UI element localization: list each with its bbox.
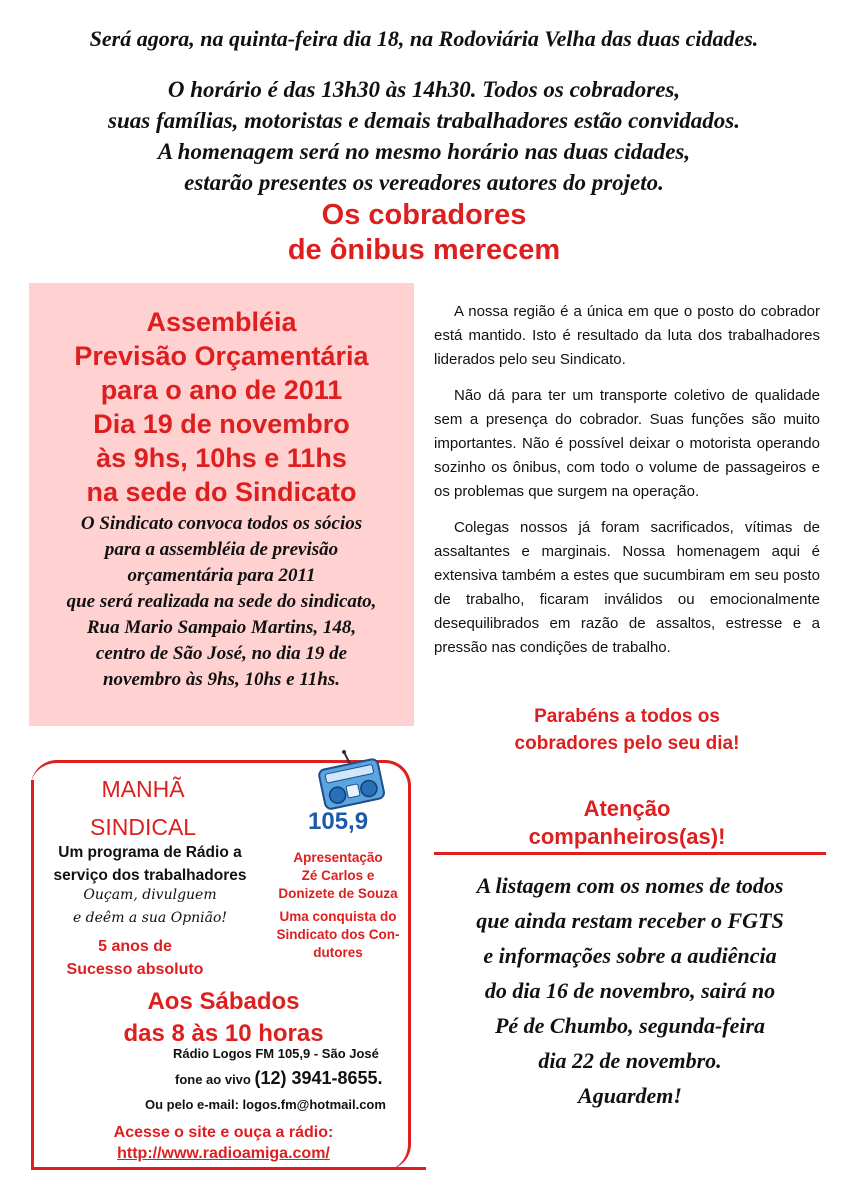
presenters-line: Apresentação [293,850,383,865]
intro-line: suas famílias, motoristas e demais trabalhadores estão convidados. [108,108,740,133]
presenters-line: Zé Carlos e [301,868,375,883]
assembly-body-line: O Sindicato convoca todos os sócios [80,513,363,534]
article-paragraph: Não dá para ter um transporte coletivo de qualidade sem a presença do cobrador. Suas funções são muito importantes. Não é possível deixar o motorista operando sozinho os ônibus, com todo o volume de passageiros e os problemas que surgem na operação. [434,387,820,500]
conquest-line: Uma conquista do [279,909,397,924]
handwritten-note-line: Ouçam, divulguem [83,887,217,903]
article-paragraph: A nossa região é a única em que o posto do cobrador está mantido. Isto é resultado da luta dos trabalhadores liderados pelo seu Sindicato. [434,303,820,368]
fgts-line: que ainda restam receber o FGTS [476,908,784,933]
article-paragraph: Colegas nossos já foram sacrificados, vítimas de assaltantes e marginais. Nossa homenagem aqui é extensiva também a estes que sucumbiram em seu posto de trabalho, ficaram inválidos ou emocionalmente desequilibrados em razão de assaltos, estresse e a pressão nas condições de trabalho. [434,519,820,656]
congrats-line: Parabéns a todos os [534,706,720,727]
handwritten-note [60,884,240,930]
years-success [40,935,230,981]
phone-number[interactable]: (12) 3941-8655. [254,1068,383,1088]
fgts-notice [434,868,826,1113]
assembly-title-line: Dia 19 de novembro [93,409,350,439]
fgts-line: dia 22 de novembro. [538,1048,722,1073]
assembly-body-line: Rua Mario Sampaio Martins, 148, [86,617,357,638]
handwritten-note-line: e deêm a sua Opnião! [72,910,228,926]
assembly-title-line: para o ano de 2011 [100,375,343,405]
assembly-body-line: centro de São José, no dia 19 de [95,643,348,664]
schedule-line: das 8 às 10 horas [123,1020,324,1047]
years-success-line: 5 anos de [98,938,172,955]
conquest-line: Sindicato dos Con- [276,927,400,942]
assembly-title-line: na sede do Sindicato [86,477,357,507]
assembly-title-line: Assembléia [146,307,297,337]
assembly-body-line: que será realizada na sede do sindicato, [66,591,377,612]
intro-line: O horário é das 13h30 às 14h30. Todos os cobradores, [167,77,681,102]
phone-prefix: fone ao vivo [175,1072,255,1087]
years-success-line: Sucesso absoluto [66,961,204,978]
congrats-line: cobradores pelo seu dia! [514,733,740,754]
conquest-text [262,908,414,962]
site-info [36,1122,411,1164]
intro-line: A homenagem será no mesmo horário nas duas cidades, [157,139,691,164]
attention-line: Atenção [583,796,671,821]
program-description-line: serviço dos trabalhadores [53,867,247,884]
assembly-body [29,511,414,693]
site-call: Acesse o site e ouça a rádio: [113,1124,334,1141]
attention-line: companheiros(as)! [528,824,726,849]
congrats-text [434,703,820,757]
assembly-title-line: Previsão Orçamentária [74,341,369,371]
program-description [36,841,264,887]
show-name-line: MANHÃ [101,776,185,802]
fgts-line: A listagem com os nomes de todos [476,873,784,898]
fgts-line: e informações sobre a audiência [483,943,777,968]
attention-divider [434,852,826,855]
headline [0,198,848,268]
radio-box-bottom-border [31,1167,426,1170]
radio-icon [314,750,390,812]
phone-line [175,1068,383,1089]
email-line: Ou pelo e-mail: logos.fm@hotmail.com [145,1097,386,1112]
program-description-line: Um programa de Rádio a [58,844,242,861]
headline-line: de ônibus merecem [287,234,561,266]
fgts-line: do dia 16 de novembro, sairá no [484,978,776,1003]
radio-box-left-border [31,780,34,1170]
schedule [36,986,411,1050]
assembly-box [29,283,414,726]
article [434,300,820,672]
assembly-body-line: novembro às 9hs, 10hs e 11hs. [102,669,341,690]
schedule-line: Aos Sábados [147,988,300,1015]
assembly-title-line: às 9hs, 10hs e 11hs [96,443,347,473]
attention-title [434,795,820,851]
site-link[interactable]: http://www.radioamiga.com/ [117,1145,330,1162]
intro-text [0,74,848,198]
assembly-title [29,305,414,509]
top-line: Será agora, na quinta-feira dia 18, na Rodoviária Velha das duas cidades. [89,26,759,51]
station-name: Rádio Logos FM 105,9 - São José [173,1046,379,1061]
show-name-line: SINDICAL [90,814,197,840]
fgts-line: Aguardem! [578,1083,682,1108]
show-name [90,770,196,846]
assembly-body-line: orçamentária para 2011 [127,565,316,586]
fgts-line: Pé de Chumbo, segunda-feira [494,1013,766,1038]
headline-line: Os cobradores [321,199,527,231]
presenters-line: Donizete de Souza [278,886,398,901]
presenters [262,849,414,903]
conquest-line: dutores [313,945,363,960]
frequency-label: 105,9 [308,808,369,835]
intro-line: estarão presentes os vereadores autores do projeto. [184,170,664,195]
assembly-body-line: para a assembléia de previsão [104,539,339,560]
